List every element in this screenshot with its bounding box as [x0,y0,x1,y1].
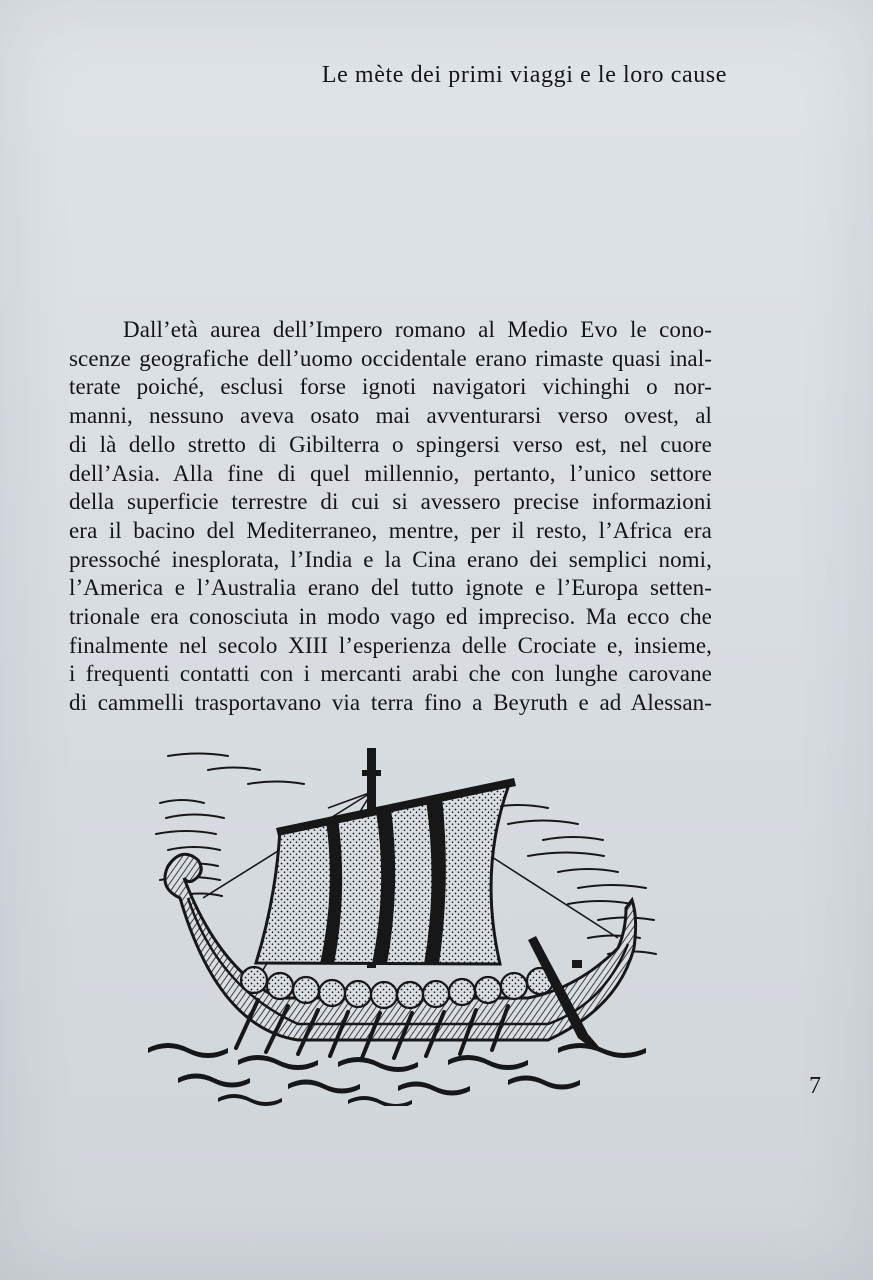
paragraph-line: scenze geografiche dell’uomo occidentale erano rimaste quasi inal- [69,345,712,371]
viking-longship-illustration [148,748,678,1106]
paragraph-line: di cammelli trasportavano via terra fino a Beyruth e ad Alessan- [69,690,712,716]
paragraph-line: era il bacino del Mediterraneo, mentre, per il resto, l’Africa era [69,517,712,543]
paragraph-line: i frequenti contatti con i mercanti arabi che con lunghe carovane [69,661,712,687]
paragraph-line: l’America e l’Australia erano del tutto ignote e l’Europa setten- [69,575,712,601]
paragraph-line: della superficie terrestre di cui si avessero precise informazioni [69,489,712,515]
page-number: 7 [809,1073,821,1099]
paragraph-line: terate poiché, esclusi forse ignoti navigatori vichinghi o nor- [69,374,712,400]
paragraph-line: pressoché inesplorata, l’India e la Cina erano dei semplici nomi, [69,546,712,572]
paragraph-line: dell’Asia. Alla fine di quel millennio, pertanto, l’unico settore [69,460,712,486]
paragraph-line: di là dello stretto di Gibilterra o spingersi verso est, nel cuore [69,431,712,457]
paragraph-line: trionale era conosciuta in modo vago ed impreciso. Ma ecco che [69,604,712,630]
paragraph-line: finalmente nel secolo XIII l’esperienza delle Crociate e, insieme, [69,632,712,658]
paragraph-line: Dall’età aurea dell’Impero romano al Medio Evo le cono- [123,317,712,342]
paragraph-line: manni, nessuno aveva osato mai avventurarsi verso ovest, al [69,403,712,429]
paragraph [69,316,712,718]
running-head: Le mète dei primi viaggi e le loro cause [321,62,727,88]
